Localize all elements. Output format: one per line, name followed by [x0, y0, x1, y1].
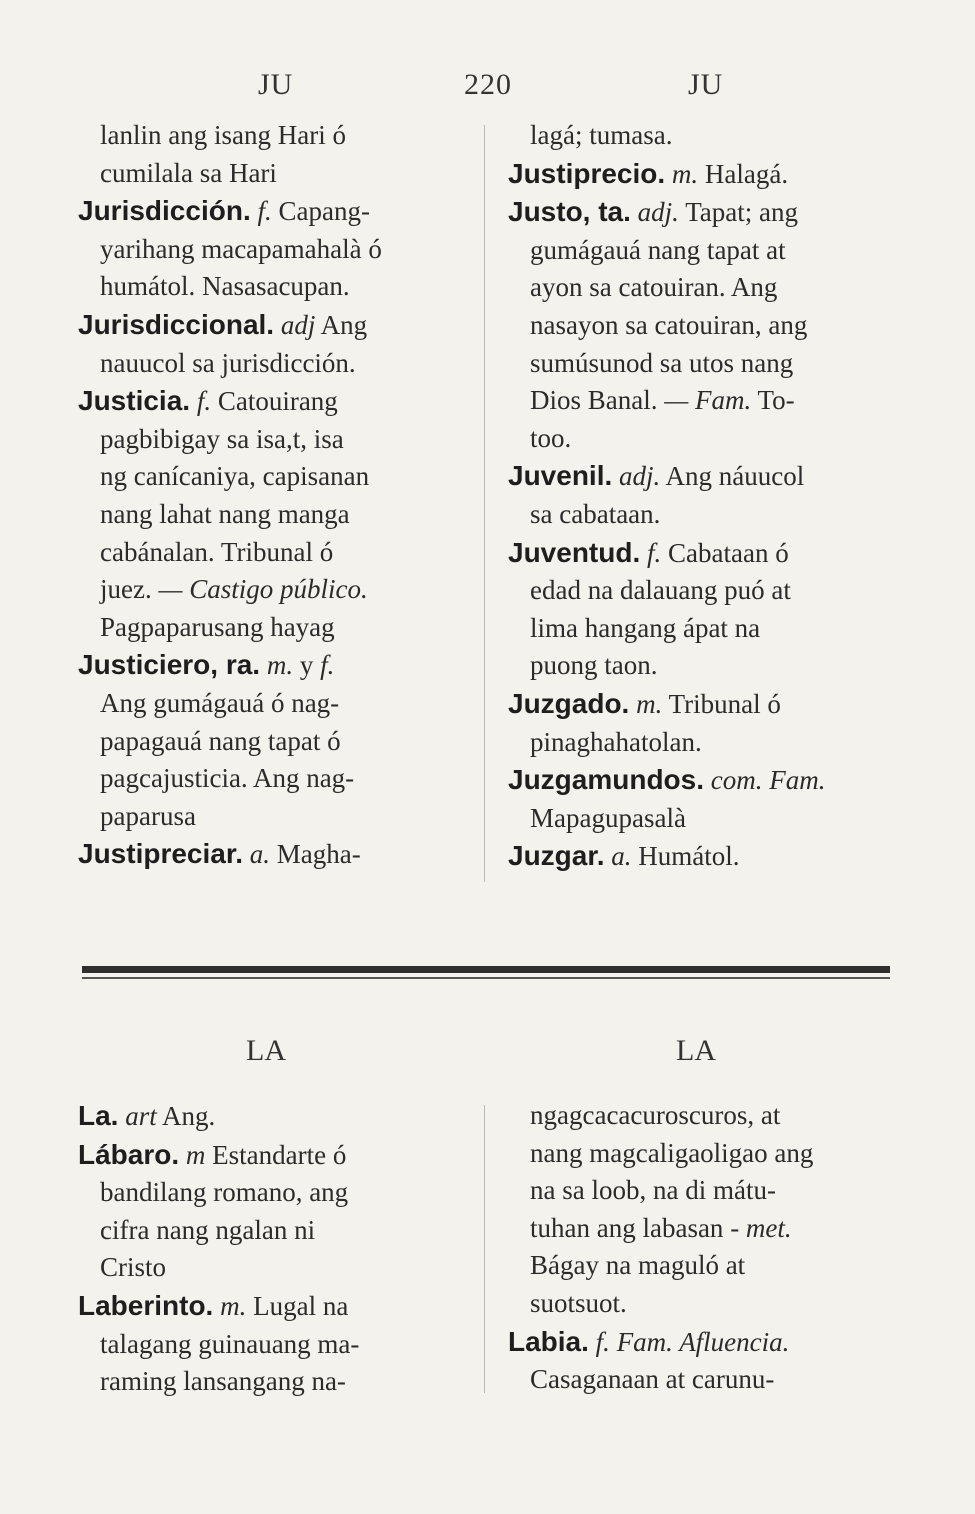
definition-text: Catouirang [217, 386, 338, 417]
entry-continuation-line [78, 571, 458, 609]
la-left-column [78, 1097, 458, 1401]
entry-continuation-line [508, 572, 900, 610]
headword: Jurisdicción. [78, 195, 251, 227]
entry-continuation-line [508, 117, 900, 155]
definition-text: cabánalan. Tribunal ó [100, 536, 334, 567]
definition-text: papagauá nang tapat ó [100, 725, 341, 756]
entry-continuation-line [508, 1361, 900, 1399]
grammar-abbrev: com. [710, 765, 763, 796]
definition-text: raming lansangang na- [100, 1366, 346, 1397]
la-right-section-head: LA [676, 1034, 716, 1067]
definition-text: ngagcacacuroscuros, at [530, 1100, 781, 1130]
entry-continuation-line [78, 760, 458, 798]
header-right-guideword: JU [688, 68, 724, 101]
entry-headword-line [78, 192, 458, 231]
definition-text: Ang [320, 309, 368, 340]
definition-text: Dios Banal. [530, 385, 658, 416]
entry-headword-line [508, 193, 900, 232]
grammar-abbrev: f. [257, 196, 272, 227]
la-left-section-head: LA [246, 1034, 286, 1067]
definition-text: ng canícaniya, capisanan [100, 461, 370, 492]
entry-continuation-line [78, 345, 458, 383]
headword: Juvenil. [508, 460, 613, 492]
entry-headword-line [508, 457, 900, 496]
entry-continuation-line [78, 1174, 458, 1212]
column-divider [484, 125, 485, 882]
entry-continuation-line [508, 382, 900, 420]
headword: Justicia. [78, 385, 191, 417]
column-divider-2 [484, 1105, 485, 1393]
entry-headword-line [508, 1323, 900, 1362]
entry-continuation-line [508, 610, 900, 648]
entry-continuation-line [78, 231, 458, 269]
entry-continuation-line [508, 1247, 900, 1285]
entry-headword-line [78, 1287, 458, 1326]
entry-headword-line [508, 685, 900, 724]
entry-continuation-line [78, 609, 458, 647]
definition-text: nang lahat nang manga [100, 498, 350, 529]
definition-text: pagbibigay sa isa,t, isa [100, 423, 344, 454]
entry-continuation-line [78, 685, 458, 723]
header-left-guideword: JU [258, 68, 294, 101]
definition-text: Lugal na [253, 1290, 349, 1321]
definition-text: nang magcaligaoligao ang [530, 1137, 814, 1168]
definition-text: ayon sa catouiran. Ang [530, 272, 778, 303]
definition-text: Cabataan ó [668, 537, 789, 568]
definition-text: puong taon. [530, 650, 658, 681]
ju-left-column [78, 117, 458, 874]
grammar-abbrev: f. [595, 1326, 610, 1357]
entry-continuation-line [78, 458, 458, 496]
entry-continuation-line [78, 1326, 458, 1364]
section-rule-thin [82, 977, 890, 979]
grammar-abbrev: art [125, 1101, 157, 1131]
entry-continuation-line [508, 1172, 900, 1210]
entry-continuation-line [508, 1135, 900, 1173]
definition-text: na sa loob, na di mátu- [530, 1175, 776, 1206]
grammar-abbrev: m. [266, 650, 294, 681]
definition-text: humátol. Nasasacupan. [100, 271, 350, 302]
entry-headword-line [78, 306, 458, 345]
headword: Labia. [508, 1325, 589, 1357]
entry-continuation-line [78, 1212, 458, 1250]
definition-text: Magha- [276, 839, 361, 870]
entry-continuation-line [78, 798, 458, 836]
headword: Justo, ta. [508, 196, 631, 228]
section-rule-thick [82, 966, 890, 973]
definition-text: tuhan ang labasan [530, 1212, 724, 1243]
headword: Justipreciar. [78, 838, 243, 870]
definition-text: Pagpaparusang hayag [100, 611, 335, 642]
definition-text: too. [530, 422, 572, 453]
usage-note: — Fam. [664, 385, 752, 416]
entry-continuation-line [78, 1363, 458, 1401]
entry-continuation-line [78, 117, 458, 155]
entry-headword-line [508, 837, 900, 876]
entry-continuation-line [78, 723, 458, 761]
definition-text: cumilala sa Hari [100, 157, 277, 188]
definition-text: edad na dalauang puó at [530, 575, 791, 606]
entry-continuation-line [508, 647, 900, 685]
headword: Juzgado. [508, 687, 630, 719]
headword: Justiprecio. [508, 157, 666, 189]
grammar-abbrev: f. [196, 386, 212, 417]
definition-text: lagá; tumasa. [530, 120, 673, 150]
definition-text: lima hangang ápat na [530, 612, 761, 643]
definition-text: Capang- [278, 196, 370, 227]
definition-text: cifra nang ngalan ni [100, 1214, 316, 1245]
entry-continuation-line [508, 232, 900, 270]
headword: La. [78, 1100, 119, 1131]
definition-text: Cristo [100, 1252, 167, 1283]
grammar-abbrev: f. [646, 537, 662, 568]
headword: Juzgamundos. [508, 764, 705, 796]
definition-text: pinaghahatolan. [530, 726, 702, 757]
definition-text: Ang. [162, 1101, 216, 1131]
entry-continuation-line [78, 268, 458, 306]
usage-note: - met. [730, 1212, 792, 1243]
usage-note: — Castigo público. [158, 574, 368, 605]
entry-continuation-line [508, 307, 900, 345]
grammar-abbrev: m. [636, 688, 663, 719]
definition-text: juez. [100, 574, 152, 605]
grammar-abbrev: m. [671, 158, 699, 189]
entry-continuation-line [78, 534, 458, 572]
definition-text: gumágauá nang tapat at [530, 234, 786, 265]
entry-continuation-line [508, 1097, 900, 1135]
entry-continuation-line [508, 724, 900, 762]
la-right-column [508, 1097, 900, 1399]
entry-continuation-line [78, 496, 458, 534]
definition-text: bandilang romano, ang [100, 1177, 349, 1208]
entry-continuation-line [508, 1210, 900, 1248]
definition-text: Casaganaan at carunu- [530, 1364, 775, 1395]
definition-text: Mapagupasalà [530, 802, 686, 833]
entry-headword-line [508, 534, 900, 573]
ju-right-column [508, 117, 900, 876]
usage-note: Fam. Afluencia. [616, 1326, 790, 1357]
definition-text: sumúsunod sa utos nang [530, 347, 794, 378]
headword: Lábaro. [78, 1138, 180, 1170]
entry-headword-line [508, 761, 900, 800]
entry-continuation-line [78, 421, 458, 459]
entry-continuation-line [508, 496, 900, 534]
entry-headword-line [78, 835, 458, 874]
headword: Juventud. [508, 536, 641, 568]
entry-headword-line [78, 1097, 458, 1136]
entry-continuation-line [508, 345, 900, 383]
definition-text: Humátol. [638, 841, 740, 872]
definition-text: Tribunal ó [668, 688, 781, 719]
entry-headword-line [78, 382, 458, 421]
entry-headword-line [78, 646, 458, 685]
grammar-abbrev: adj. [619, 461, 661, 492]
definition-text: talagang guinauang ma- [100, 1328, 360, 1359]
usage-note: Fam. [769, 765, 826, 796]
grammar-abbrev: adj [280, 309, 316, 340]
entry-headword-line [78, 1136, 458, 1175]
definition-text: sa cabataan. [530, 498, 661, 529]
headword: Laberinto. [78, 1289, 214, 1321]
definition-text: suotsuot. [530, 1287, 627, 1318]
grammar-abbrev: f. [320, 650, 335, 681]
definition-text: Bágay na maguló at [530, 1250, 746, 1281]
entry-headword-line [508, 155, 900, 194]
grammar-abbrev: a. [611, 841, 632, 872]
entry-continuation-line [508, 269, 900, 307]
definition-text: paparusa [100, 800, 196, 831]
grammar-abbrev: m. [220, 1290, 247, 1321]
definition-text: pagcajusticia. Ang nag- [100, 763, 355, 794]
entry-continuation-line [78, 1249, 458, 1287]
definition-text: y [299, 650, 314, 681]
grammar-abbrev: a. [249, 839, 270, 870]
page-number: 220 [464, 68, 512, 101]
definition-text: Ang gumágauá ó nag- [100, 687, 340, 718]
definition-text: Estandarte ó [212, 1139, 347, 1170]
entry-continuation-line [78, 155, 458, 193]
grammar-abbrev: m [185, 1139, 206, 1170]
definition-text: yarihang macapamahalà ó [100, 233, 382, 264]
definition-text: Tapat; ang [685, 197, 799, 228]
entry-continuation-line [508, 1285, 900, 1323]
grammar-abbrev: adj. [637, 197, 679, 228]
headword: Jurisdiccional. [78, 308, 275, 340]
headword: Justiciero, ra. [78, 649, 261, 681]
headword: Juzgar. [508, 840, 605, 872]
entry-continuation-line [508, 800, 900, 838]
definition-text: nauucol sa jurisdicción. [100, 347, 356, 378]
definition-text: nasayon sa catouiran, ang [530, 309, 808, 340]
definition-text: Halagá. [704, 158, 789, 189]
definition-text: lanlin ang isang Hari ó [100, 120, 346, 150]
definition-text: To- [757, 385, 795, 416]
entry-continuation-line [508, 420, 900, 458]
definition-text: Ang náuucol [665, 461, 805, 492]
